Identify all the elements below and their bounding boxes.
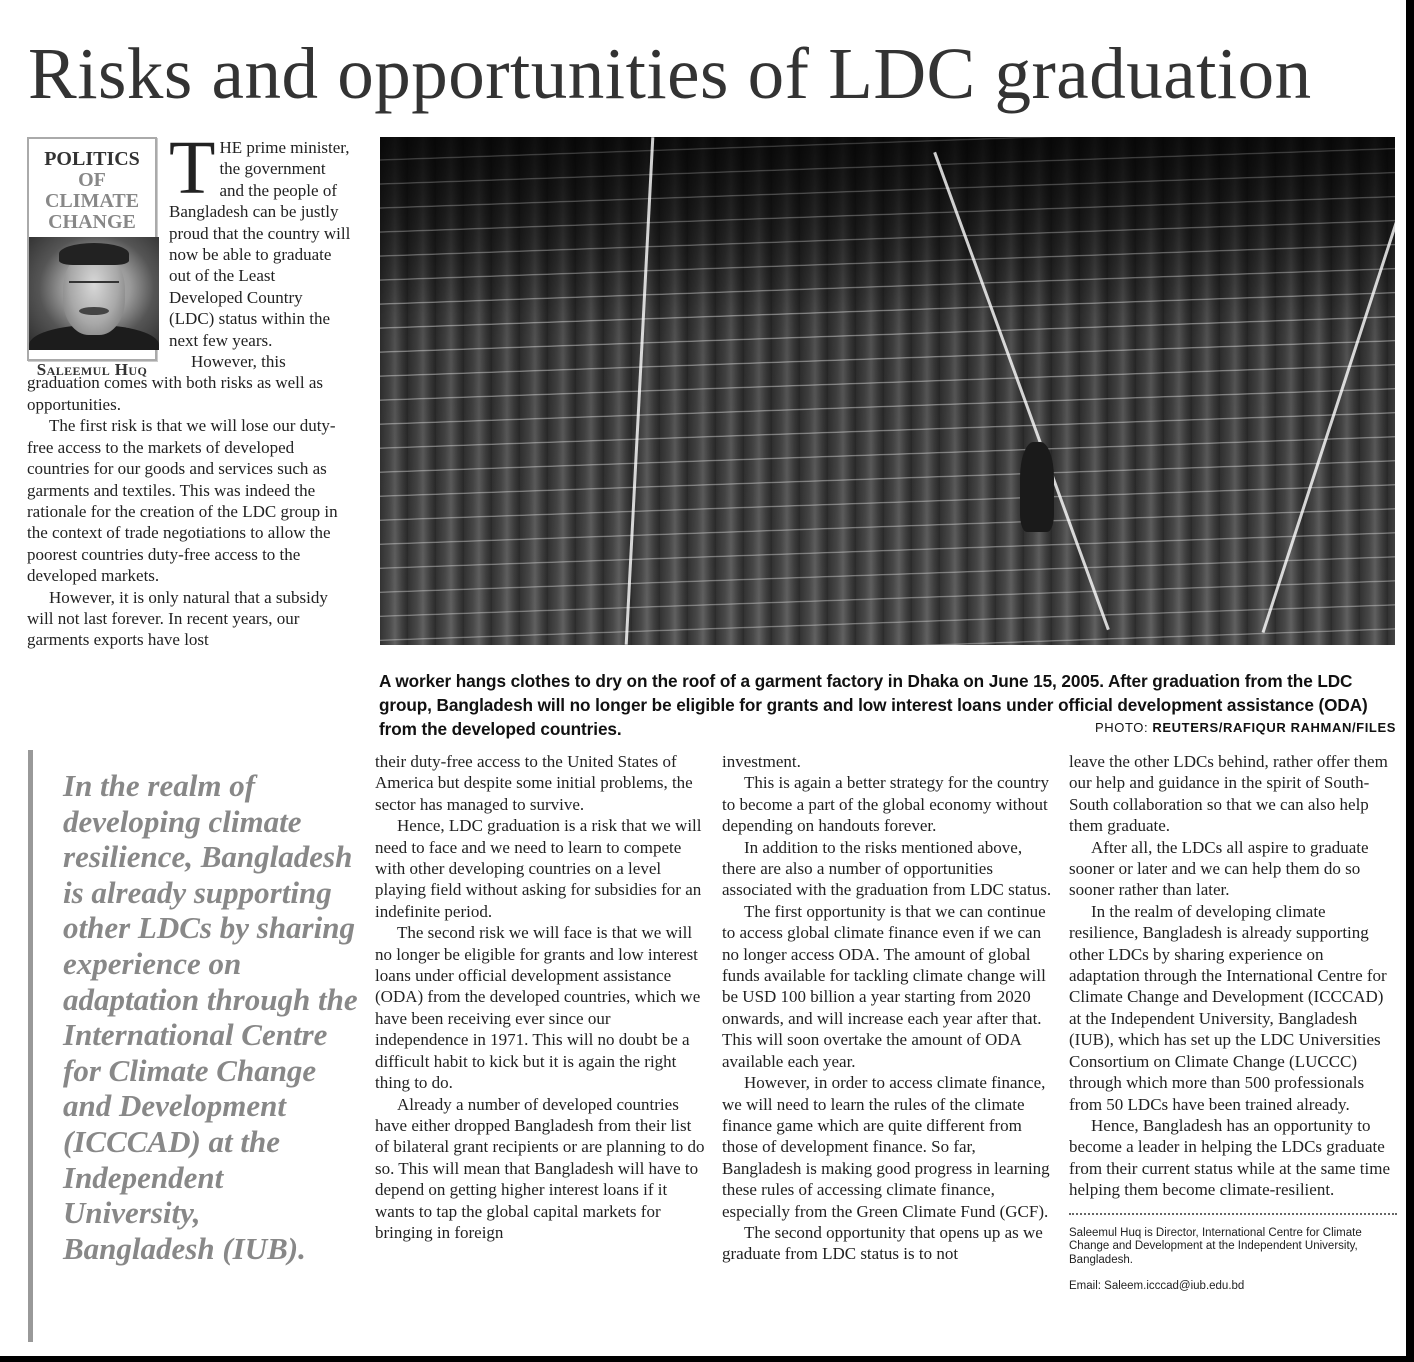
column-kicker-line1: POLITICS: [44, 148, 140, 170]
bio-divider: [1069, 1213, 1397, 1215]
body-paragraph: In addition to the risks mentioned above, there are also a number of opportunities associated with the graduation from LDC status.: [722, 837, 1052, 900]
author-photo: [29, 237, 159, 350]
body-paragraph: The first opportunity is that we can continue to access global climate finance even if we can no longer access ODA. The amount of global funds available for tackling climate change will be USD 100 billion a year starting from 2020 onwards, and will increase each year after that. This will soon overtake the amount of ODA available each year.: [722, 901, 1046, 1071]
body-paragraph: leave the other LDCs behind, rather offer them our help and guidance in the spirit of South-South collaboration so that we can also help them graduate.: [1069, 752, 1388, 836]
column-kicker-line3: CHANGE: [48, 211, 136, 233]
body-paragraph: In the realm of developing climate resilience, Bangladesh is already supporting other LDCs by sharing experience on adaptation through the International Centre for Climate Change and Development (ICCCAD) at the Independent University, Bangladesh (IUB), which has set up the LDC Universities Consortium on Climate Change (LUCCC) through which more than 500 professionals from 50 LDCs have been trained already.: [1069, 901, 1387, 1114]
intro-paragraph: However, this graduation comes with both risks as well as opportunities.: [27, 352, 324, 414]
body-paragraph: Hence, Bangladesh has an opportunity to become a leader in helping the LDCs graduate from their current status while at the same time helping them become climate-resilient.: [1069, 1115, 1391, 1200]
body-paragraph: After all, the LDCs all aspire to graduate sooner or later and we can help them do so sooner rather than later.: [1069, 837, 1369, 900]
page-border-bottom: [0, 1356, 1414, 1362]
body-paragraph: Hence, LDC graduation is a risk that we will need to face and we need to learn to compete with other developing countries on a level playing field without asking for subsidies for an indefinite period.: [375, 816, 702, 921]
body-column-3: [722, 751, 1054, 1265]
intro-first-text: HE prime minister, the government and the people of Bangladesh can be justly proud that the country will now be able to graduate out of the Least Developed Country (LDC) status within the next few years.: [169, 138, 351, 350]
worker-figure: [1020, 442, 1054, 532]
garment-photo: [380, 137, 1395, 645]
author-name: Saleemul Huq: [36, 360, 148, 379]
body-paragraph: investment.: [722, 752, 801, 771]
photo-credit: PHOTO: REUTERS/RAFIQUR RAHMAN/FILES: [1095, 720, 1396, 735]
intro-column: [27, 126, 352, 651]
author-email: Email: Saleem.icccad@iub.edu.bd: [1069, 1280, 1245, 1293]
body-paragraph: The second risk we will face is that we will no longer be eligible for grants and low interest loans under official development assistance (ODA) from the developed countries, which we have been receiving ever since our independence in 1971. This will no doubt be a difficult habit to kick but it is again the right thing to do.: [375, 923, 701, 1093]
author-bio: Saleemul Huq is Director, International Centre for Climate Change and Development at the Independent University, Bangladesh.: [1069, 1226, 1362, 1266]
body-paragraph: This is again a better strategy for the country to become a part of the global economy without depending on handouts forever.: [722, 773, 1049, 836]
drop-cap: T: [169, 126, 216, 210]
intro-paragraph: However, it is only natural that a subsidy will not last forever. In recent years, our garments exports have lost: [27, 587, 328, 650]
body-paragraph: Already a number of developed countries have either dropped Bangladesh from their list of bilateral grant recipients or are planning to do so. This will mean that Bangladesh will have to depend on getting higher interest loans if it wants to tap the global capital markets for bringing in foreign: [375, 1094, 705, 1242]
page-border-right: [1406, 0, 1414, 1362]
photo-credit-source: REUTERS/RAFIQUR RAHMAN/FILES: [1152, 720, 1396, 735]
photo-caption: A worker hangs clothes to dry on the roof of a garment factory in Dhaka on June 15, 2005. After graduation from the LDC group, Bangladesh will no longer be eligible for grants and low interest loans under official development assistance (ODA) from the developed countries.: [379, 671, 1368, 739]
body-paragraph: The second opportunity that opens up as we graduate from LDC status is to not: [722, 1222, 1043, 1264]
body-column-4: [1069, 751, 1397, 1297]
byline-box: [27, 137, 157, 379]
body-paragraph: However, in order to access climate finance, we will need to learn the rules of the climate finance game which are quite different from those of development finance. So far, Bangladesh is making good progress in learning these rules of accessing climate finance, especially from the Green Climate Fund (GCF).: [722, 1073, 1050, 1221]
intro-paragraph: The first risk is that we will lose our duty-free access to the markets of developed countries for our goods and services such as garments and textiles. This was indeed the rationale for the creation of the LDC group in the context of trade negotiations to allow the poorest countries duty-free access to the developed markets.: [27, 416, 338, 586]
body-paragraph: their duty-free access to the United States of America but despite some initial problems, the sector has managed to survive.: [375, 752, 693, 814]
column-kicker-line2: OF CLIMATE: [44, 169, 140, 212]
pull-quote-text: In the realm of developing climate resilience, Bangladesh is already supporting other LDCs by sharing experience on adaptation through the International Centre for Climate Change and Development (ICCCAD) at the Independent University, Bangladesh (IUB).: [63, 768, 358, 1266]
pull-quote: [28, 750, 358, 1342]
body-column-2: [375, 751, 705, 1243]
headline: Risks and opportunities of LDC graduation: [28, 33, 1312, 114]
